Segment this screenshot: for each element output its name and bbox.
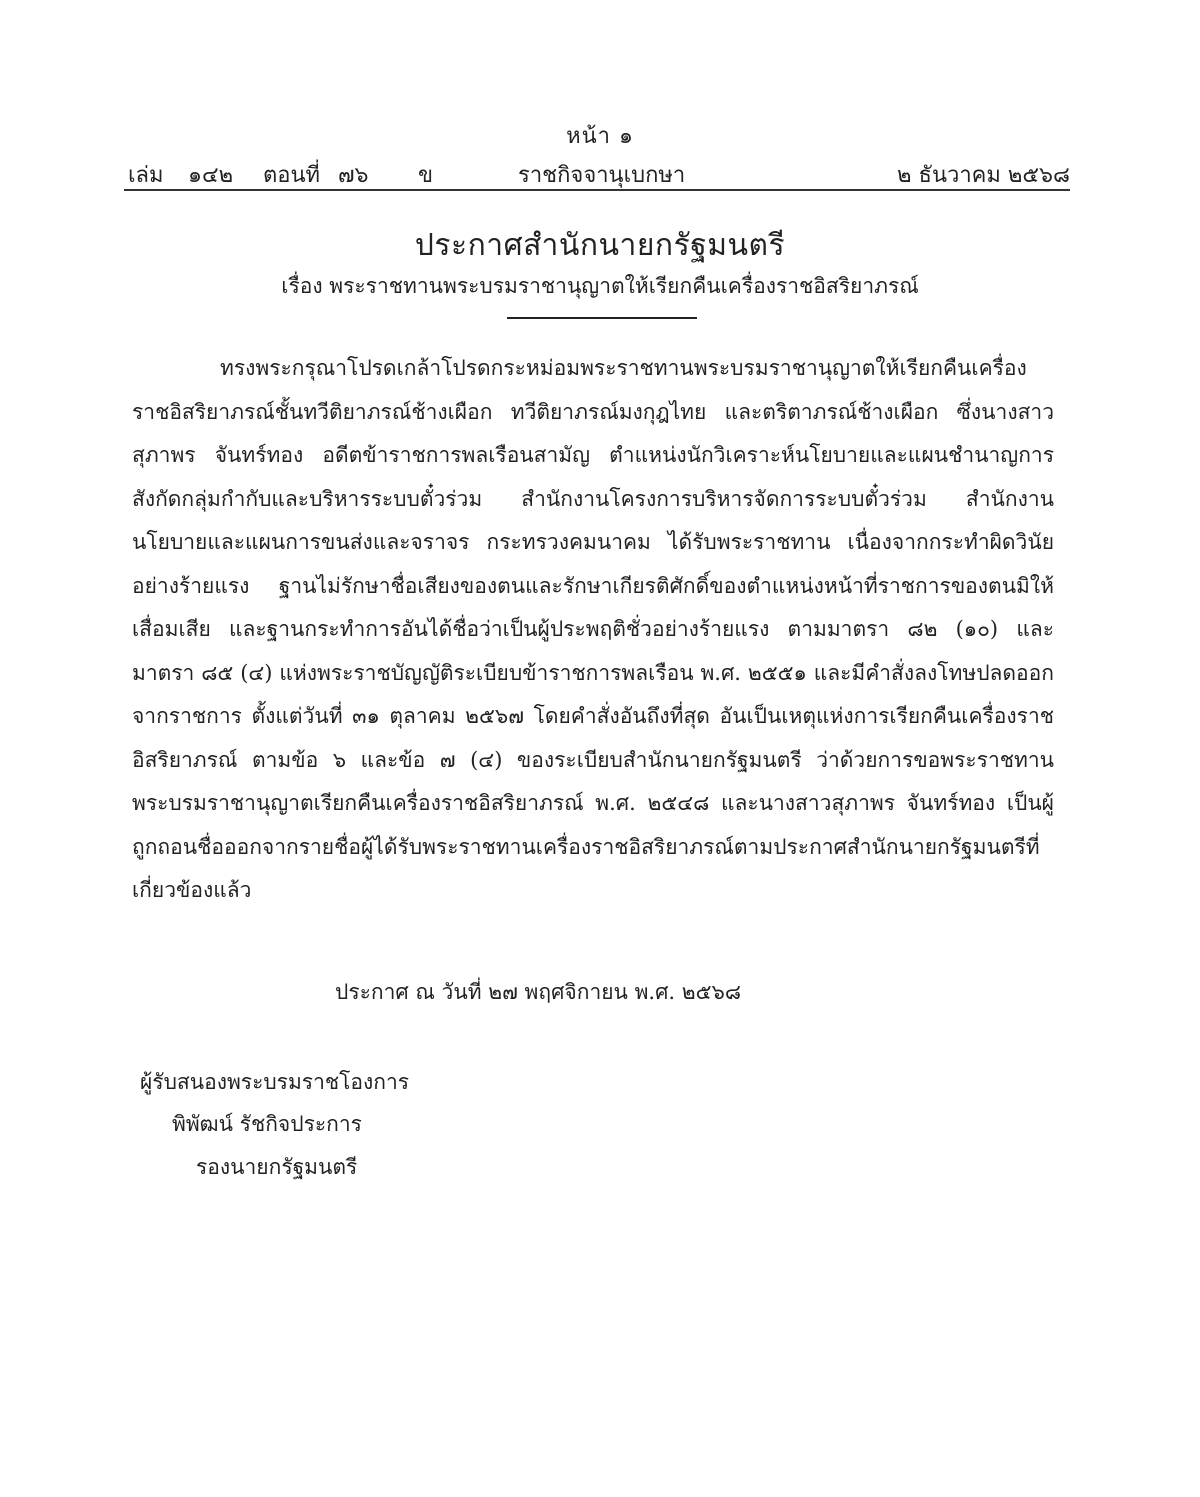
issue-label: ตอนที่ xyxy=(263,163,321,188)
document-title: ประกาศสำนักนายกรัฐมนตรี xyxy=(414,228,786,263)
volume-label: เล่ม xyxy=(128,163,164,188)
issue-number: ๗๖ xyxy=(338,163,369,188)
signatory-name: พิพัฒน์ รัชกิจประการ xyxy=(172,1112,362,1136)
signatory-position: รองนายกรัฐมนตรี xyxy=(196,1155,358,1179)
body-paragraph: ทรงพระกรุณาโปรดเกล้าโปรดกระหม่อมพระราชทานพระบรมราชานุญาตให้เรียกคืนเครื่องราชอิสริยาภรณ์ชั้นทวีติยาภรณ์ช้างเผือก ทวีติยาภรณ์มงกุฎไทย และตริตาภรณ์ช้างเผือก ซึ่งนางสาวสุภาพร จันทร์ทอง อดีตข้าราชการพลเรือนสามัญ ตำแหน่งนักวิเคราะห์นโยบายและแผนชำนาญการ สังกัดกลุ่มกำกับและบริหารระบบตั๋วร่วม สำนักงานโครงการบริหารจัดการระบบตั๋วร่วม สำนักงานนโยบายและแผนการขนส่งและจราจร กระทรวงคมนาคม ได้รับพระราชทาน เนื่องจากกระทำผิดวินัยอย่างร้ายแรง ฐานไม่รักษาชื่อเสียงของตนและรักษาเกียรติศักดิ์ของตำแหน่งหน้าที่ราชการของตนมิให้เสื่อมเสีย และฐานกระทำการอันได้ชื่อว่าเป็นผู้ประพฤติชั่วอย่างร้ายแรง ตามมาตรา ๘๒ (๑๐) และมาตรา ๘๕ (๔) แห่งพระราชบัญญัติระเบียบข้าราชการพลเรือน พ.ศ. ๒๕๕๑ และมีคำสั่งลงโทษปลดออกจากราชการ ตั้งแต่วันที่ ๓๑ ตุลาคม ๒๕๖๗ โดยคำสั่งอันถึงที่สุด อันเป็นเหตุแห่งการเรียกคืนเครื่องราชอิสริยาภรณ์ ตามข้อ ๖ และข้อ ๗ (๔) ของระเบียบสำนักนายกรัฐมนตรี ว่าด้วยการขอพระราชทานพระบรมราชานุญาตเรียกคืนเครื่องราชอิสริยาภรณ์ พ.ศ. ๒๕๔๘ และนางสาวสุภาพร จันทร์ทอง เป็นผู้ถูกถอนชื่อออกจากรายชื่อผู้ได้รับพระราชทานเครื่องราชอิสริยาภรณ์ตามประกาศสำนักนายกรัฐมนตรีที่เกี่ยวข้องแล้ว xyxy=(132,356,1054,902)
gazette-name: ราชกิจจานุเบกษา xyxy=(518,163,686,188)
proclaimed-date: ประกาศ ณ วันที่ ๒๗ พฤศจิกายน พ.ศ. ๒๕๖๘ xyxy=(335,980,742,1004)
section-letter: ข xyxy=(418,163,434,188)
publication-date: ๒ ธันวาคม ๒๕๖๘ xyxy=(897,163,1070,188)
header-divider xyxy=(124,189,1070,191)
countersign-label: ผู้รับสนองพระบรมราชโองการ xyxy=(140,1070,410,1094)
gazette-header xyxy=(128,157,1070,187)
document-subject: เรื่อง พระราชทานพระบรมราชานุญาตให้เรียกคืนเครื่องราชอิสริยาภรณ์ xyxy=(281,274,919,298)
page-number: หน้า ๑ xyxy=(566,124,634,149)
volume-number: ๑๔๒ xyxy=(188,163,234,188)
title-divider xyxy=(507,317,697,319)
